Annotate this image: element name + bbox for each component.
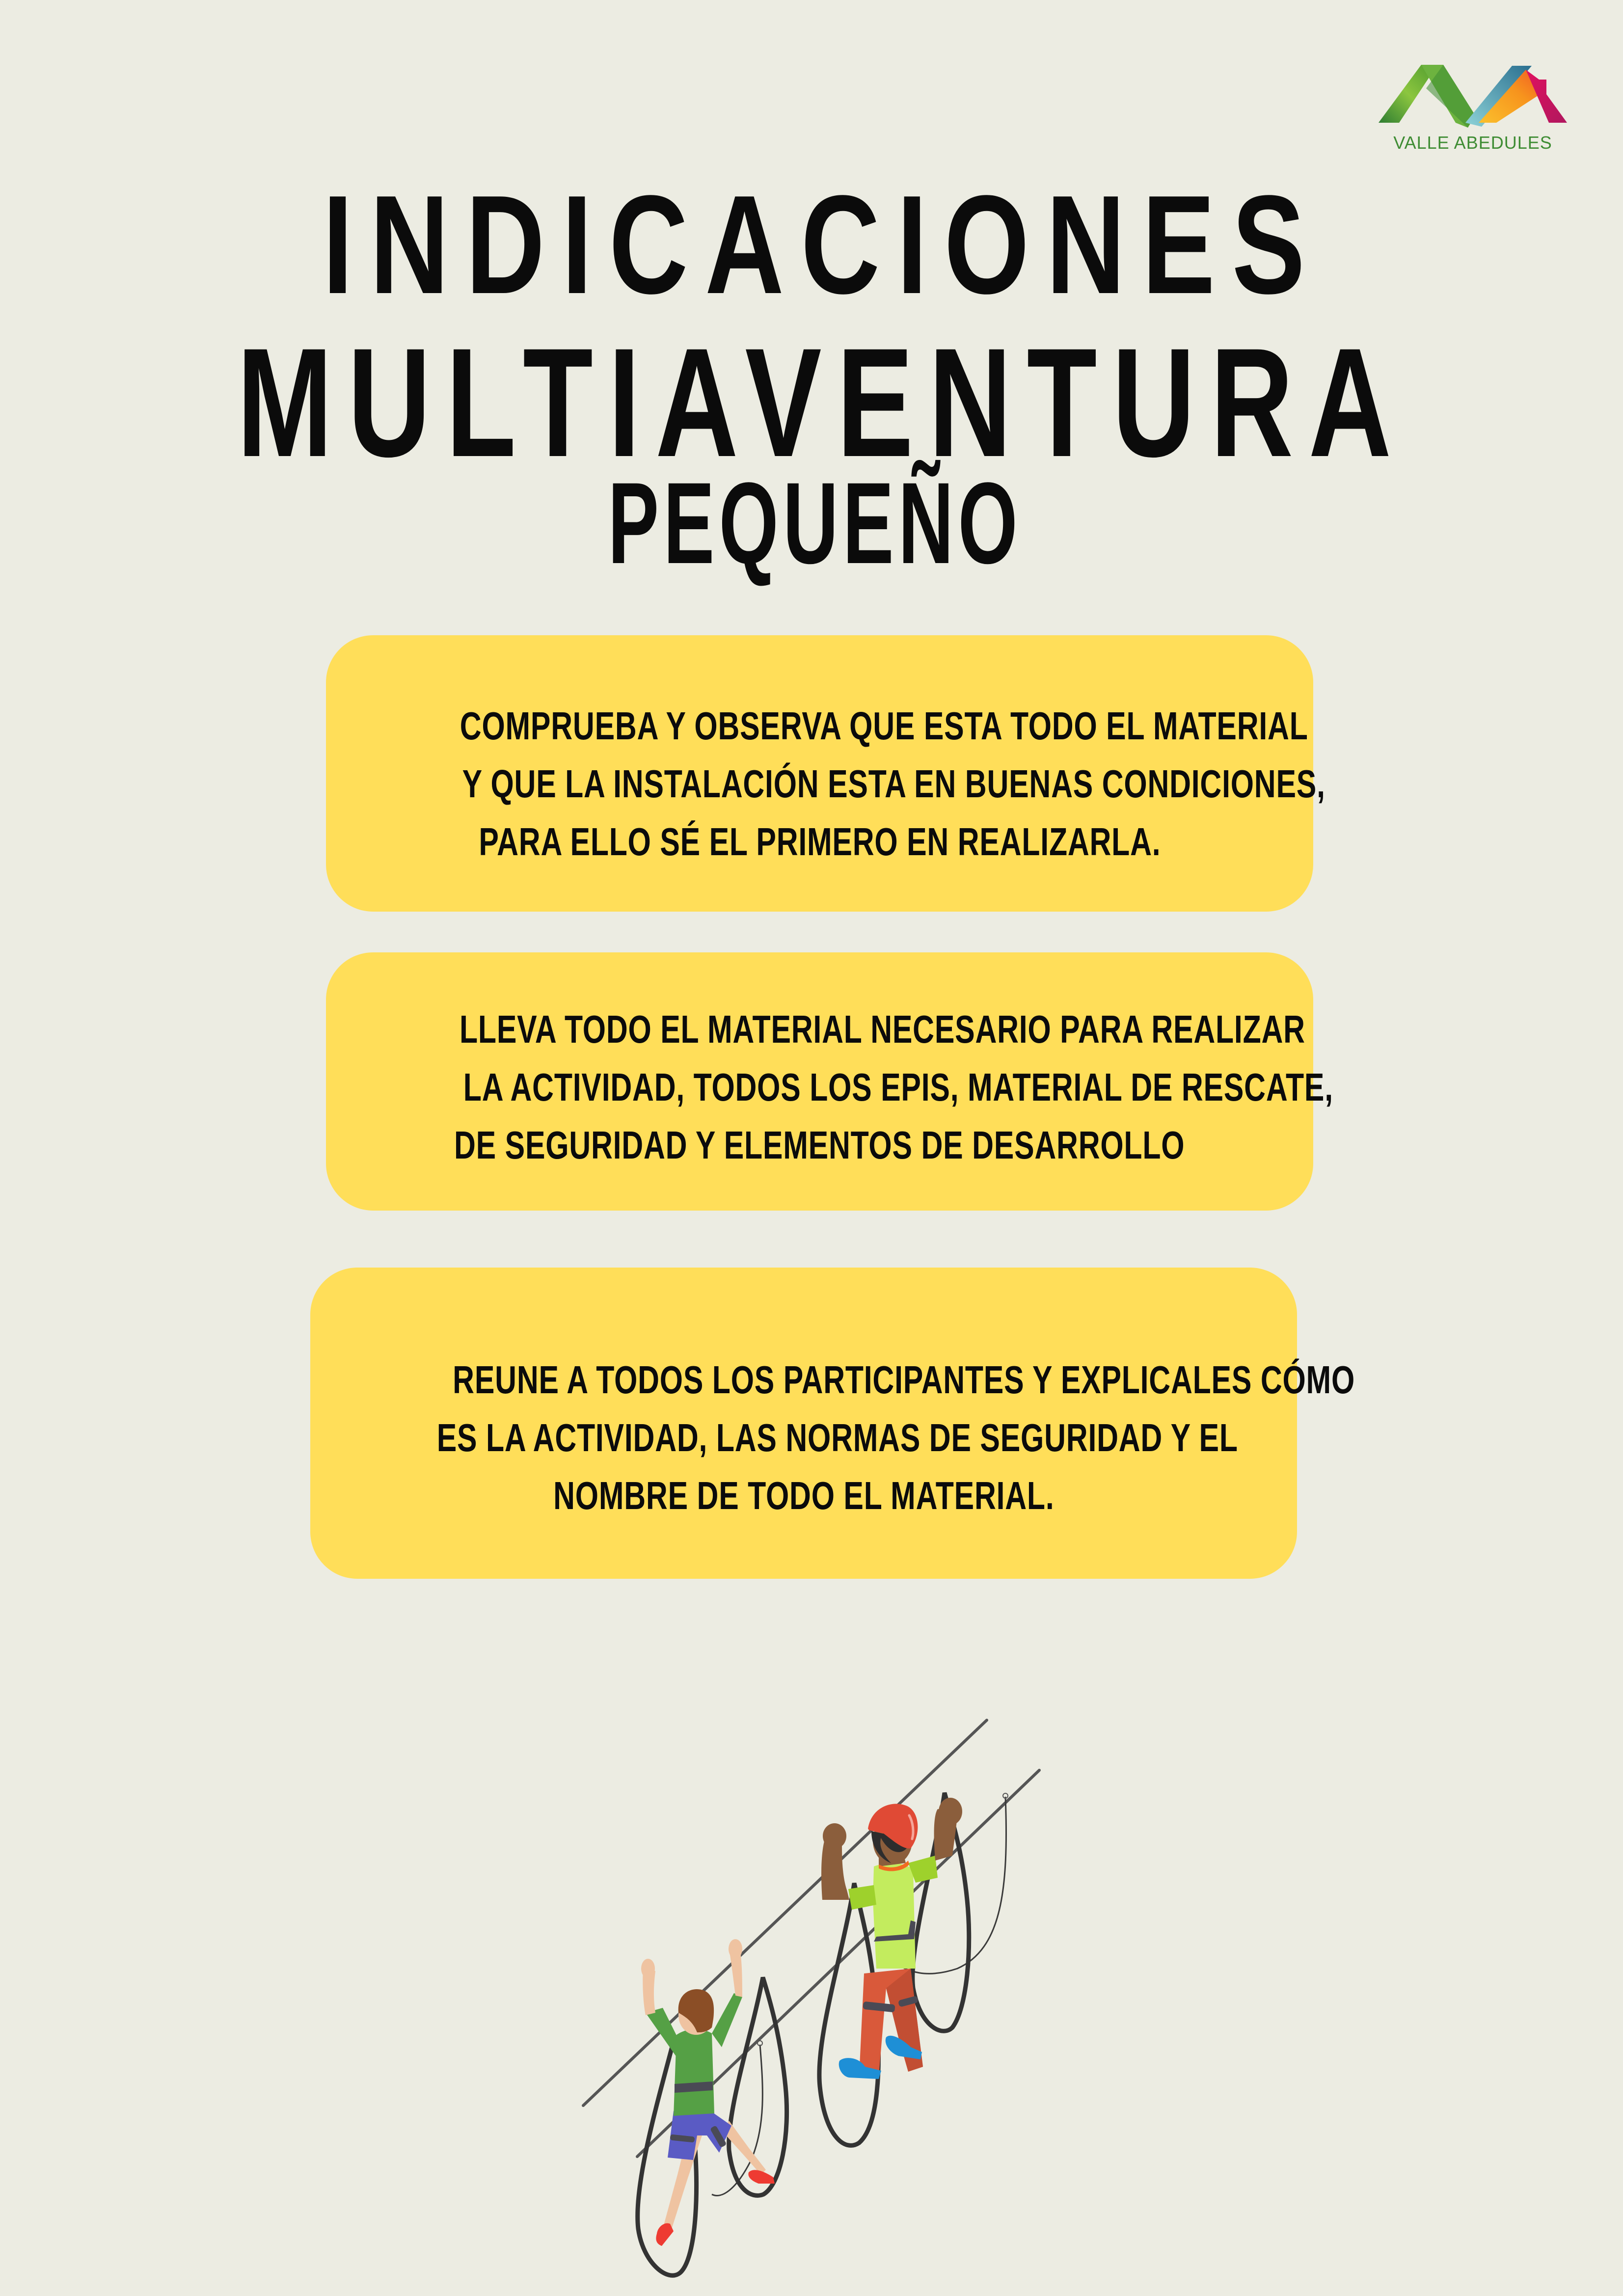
- card-line-text: REUNE A TODOS LOS PARTICIPANTES Y EXPLICALES CÓMO: [453, 1358, 1355, 1402]
- card-line: [310, 1467, 1297, 1525]
- card-line: [326, 755, 1325, 813]
- card-line-text: COMPRUEBA Y OBSERVA QUE ESTA TODO EL MATERIAL: [460, 704, 1308, 748]
- title-text-multiaventura: MULTIAVENTURA: [237, 316, 1407, 489]
- card-line: [326, 813, 1313, 871]
- title-text-indicaciones: INDICACIONES: [323, 166, 1322, 323]
- card-line-text: NOMBRE DE TODO EL MATERIAL.: [553, 1474, 1055, 1517]
- rope-course-climbers-illustration: [565, 1694, 1055, 2283]
- card-text: [310, 1351, 1355, 1525]
- page-title-line-2: [0, 316, 1623, 489]
- card-line-text: Y QUE LA INSTALACIÓN ESTA EN BUENAS CONDICIONES,: [462, 762, 1325, 806]
- subtitle-text-pequeno: PEQUEÑO: [608, 459, 1022, 588]
- brand-name: VALLE ABEDULES: [1393, 133, 1552, 153]
- instruction-card-check-material: [326, 635, 1325, 912]
- instruction-card-bring-material: [326, 952, 1333, 1211]
- card-line: [326, 1116, 1313, 1174]
- mountains-logo-icon: [1370, 54, 1576, 128]
- instruction-card-gather-participants: [310, 1268, 1355, 1579]
- card-line-text: PARA ELLO SÉ EL PRIMERO EN REALIZARLA.: [478, 820, 1161, 864]
- card-text: [326, 697, 1325, 871]
- card-line: [326, 1058, 1333, 1116]
- page-subtitle: [0, 459, 1623, 588]
- upper-rail: [583, 1720, 987, 2106]
- card-line: [326, 1000, 1313, 1058]
- card-line-text: LA ACTIVIDAD, TODOS LOS EPIS, MATERIAL DE RESCATE,: [463, 1065, 1333, 1109]
- card-line: [326, 697, 1313, 755]
- brand-logo: [1370, 54, 1576, 157]
- card-line-text: LLEVA TODO EL MATERIAL NECESARIO PARA REALIZAR: [460, 1007, 1305, 1051]
- card-line: [310, 1351, 1355, 1409]
- card-line-text: DE SEGURIDAD Y ELEMENTOS DE DESARROLLO: [454, 1123, 1185, 1167]
- card-line: [310, 1409, 1297, 1467]
- page-title-line-1: [0, 166, 1623, 323]
- rope-bridge-icon: [565, 1694, 1055, 2283]
- card-line-text: ES LA ACTIVIDAD, LAS NORMAS DE SEGURIDAD Y EL: [436, 1416, 1238, 1459]
- card-text: [326, 1000, 1333, 1174]
